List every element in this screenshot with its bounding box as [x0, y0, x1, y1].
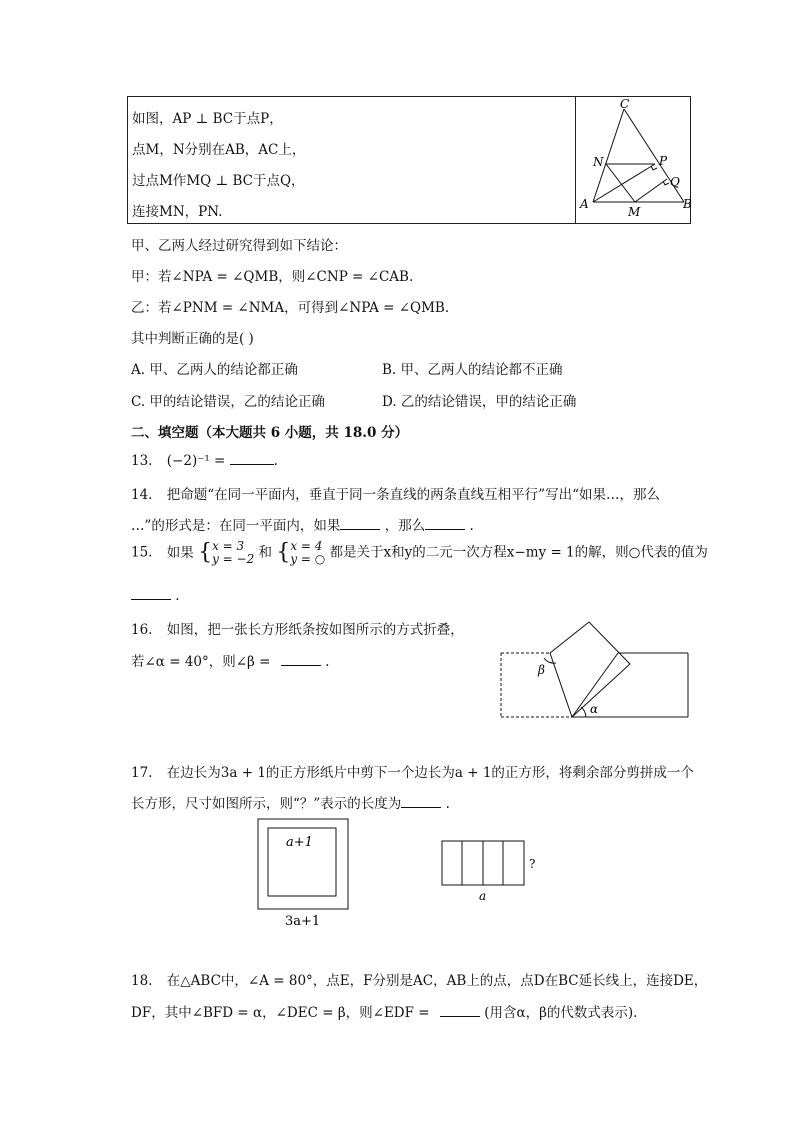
q14-text2c: .: [469, 518, 474, 534]
q15-brace-1: {: [198, 540, 213, 565]
q18-blank: [440, 1004, 480, 1017]
label-c: C: [620, 97, 630, 111]
q16-text2: 若∠α = 40°，则∠β =: [131, 654, 271, 670]
q17-text1: 在边长为3a + 1的正方形纸片中剪下一个边长为a + 1的正方形，将剩余部分剪拼成一个: [166, 765, 694, 781]
q17-line2: [131, 792, 450, 812]
box-line-4: 连接MN，PN.: [132, 204, 223, 220]
q14-text2b: ，那么: [384, 518, 426, 534]
box-line-2: 点M，N分别在AB，AC上，: [132, 142, 306, 158]
segment-mn: [606, 164, 635, 202]
q15-line2: [131, 587, 180, 604]
beta-arc: [544, 658, 556, 663]
option-b: B. 甲、乙两人的结论都不正确: [382, 362, 563, 378]
p12-question: 其中判断正确的是( ): [131, 331, 254, 347]
q13-tail: .: [273, 453, 278, 469]
beta-label: β: [538, 663, 545, 677]
q15-sys2-bot: y = ○: [290, 552, 326, 566]
segment-mq: [635, 179, 667, 202]
q15-pre: 如果: [166, 544, 194, 561]
label-n: N: [593, 155, 604, 169]
q18-tail: (用含α，β的代数式表示).: [484, 1005, 638, 1021]
q15-brace-2: {: [276, 540, 291, 565]
q15-tail: .: [175, 588, 180, 604]
q16-blank: [281, 653, 321, 666]
q15-blank: [131, 587, 171, 600]
question-mark-label: ?: [529, 857, 536, 871]
square-figures: [255, 816, 555, 934]
q15-post: 都是关于x和y的二元一次方程x−my = 1的解，则○代表的值为: [329, 544, 708, 561]
q17-number: 17.: [131, 765, 153, 781]
q13-expr: (−2)⁻¹ =: [166, 453, 226, 469]
q15-number: 15.: [131, 544, 153, 561]
q16-tail: .: [325, 654, 330, 670]
q14-line2: [131, 514, 474, 534]
q17-text2: 长方形，尺寸如图所示，则“？”表示的长度为: [131, 796, 402, 812]
right-angle-p: [651, 166, 657, 170]
box-line-3: 过点M作MQ ⊥ BC于点Q，: [132, 173, 305, 189]
q15-and: 和: [258, 544, 273, 561]
q17-blank: [401, 795, 441, 808]
p12-yi: 乙：若∠PNM = ∠NMA，可得到∠NPA = ∠QMB.: [131, 300, 450, 316]
label-p: P: [659, 154, 668, 168]
q16-text1: 如图，把一张长方形纸条按如图所示的方式折叠，: [166, 622, 464, 638]
q15: [131, 540, 708, 566]
q15-sys1-bot: y = −2: [212, 552, 255, 566]
q14-line1: [131, 483, 660, 503]
q14-blank-2: [425, 517, 465, 530]
q18-line1: [131, 969, 707, 989]
q16-line2: [131, 650, 329, 670]
q18-text1: 在△ABC中，∠A = 80°，点E，F分别是AC，AB上的点，点D在BC延长线上，连接DE，: [166, 973, 708, 989]
alpha-label: α: [590, 702, 599, 716]
triangle-figure: [576, 97, 690, 223]
q15-sys1-top: x = 3: [212, 539, 245, 553]
option-c: C. 甲的结论错误，乙的结论正确: [131, 394, 325, 410]
label-q: Q: [670, 175, 680, 189]
box-line-1: 如图，AP ⊥ BC于点P，: [132, 111, 283, 127]
q13-blank: [230, 452, 274, 465]
q18-number: 18.: [131, 973, 153, 989]
q17-tail: .: [445, 796, 450, 812]
inner-label: a+1: [286, 835, 313, 850]
q15-system-2: [290, 540, 325, 566]
p12-intro: 甲、乙两人经过研究得到如下结论：: [131, 238, 347, 254]
option-d: D. 乙的结论错误，甲的结论正确: [382, 394, 577, 410]
q13-number: 13.: [131, 453, 153, 469]
q14-number: 14.: [131, 487, 153, 503]
q18-line2: [131, 1001, 637, 1021]
q16-number: 16.: [131, 622, 153, 638]
q13: [131, 452, 278, 469]
folded-strip-figure: [498, 620, 692, 722]
q14-blank-1: [340, 517, 380, 530]
section-2-title: 二、填空题（本大题共 6 小题，共 18.0 分）: [131, 425, 409, 441]
q15-system-1: [212, 540, 254, 566]
label-a: A: [580, 197, 589, 211]
outer-label: 3a+1: [285, 914, 321, 929]
q14-text1: 把命题“在同一平面内，垂直于同一条直线的两条直线互相平行”写出“如果…，那么: [166, 487, 660, 503]
problem-12-box: [127, 96, 691, 224]
rect-label: a: [479, 889, 487, 903]
q14-text2a: …”的形式是：在同一平面内，如果: [131, 518, 341, 534]
label-m: M: [628, 205, 641, 219]
p12-jia: 甲：若∠NPA = ∠QMB，则∠CNP = ∠CAB.: [131, 269, 414, 285]
option-a: A. 甲、乙两人的结论都正确: [131, 362, 298, 378]
q15-sys2-top: x = 4: [290, 539, 323, 553]
label-b: B: [683, 197, 692, 211]
segment-ap: [593, 164, 655, 202]
q16-line1: [131, 618, 464, 638]
q18-text2: DF，其中∠BFD = α，∠DEC = β，则∠EDF =: [131, 1005, 430, 1021]
q17-line1: [131, 761, 694, 781]
